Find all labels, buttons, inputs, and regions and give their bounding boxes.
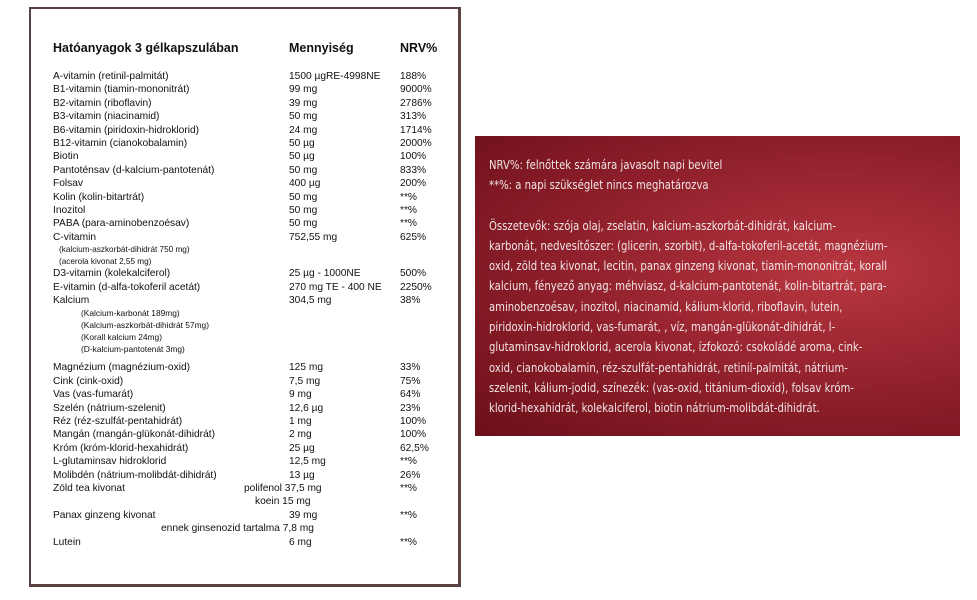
ingredient-nrv: 9000% — [400, 84, 432, 96]
ingredient-name: (Korall kalcium 24mg) — [81, 332, 162, 343]
ingredient-amount: 50 mg — [289, 218, 318, 230]
table-row — [31, 164, 458, 177]
table-row — [31, 244, 458, 256]
ingredient-amount: ennek ginsenozid tartalma 7,8 mg — [161, 523, 314, 535]
ingredient-amount: 50 mg — [289, 111, 318, 123]
ingredient-name: D3-vitamin (kolekalciferol) — [53, 268, 171, 280]
table-row — [31, 256, 458, 268]
ingredient-nrv: 75% — [400, 375, 421, 387]
table-row — [31, 204, 458, 217]
ingredient-name: Kolin (kolin-bitartrát) — [53, 191, 145, 203]
table-row — [31, 83, 458, 96]
ingredient-amount: 25 µg - 1000NE — [289, 268, 361, 280]
ingredient-nrv: 2250% — [400, 281, 432, 293]
ingredient-nrv: 23% — [400, 402, 421, 414]
ingredient-nrv: 625% — [400, 231, 427, 243]
nutrition-rows — [31, 70, 458, 549]
ingredient-name: Folsav — [53, 178, 84, 190]
table-row — [31, 231, 458, 244]
ingredient-amount: 125 mg — [289, 362, 323, 374]
ingredient-amount: 50 mg — [289, 164, 318, 176]
table-row — [31, 509, 458, 522]
nutrition-table-panel — [29, 7, 461, 587]
ingredient-nrv: **% — [400, 191, 417, 203]
table-row — [31, 482, 458, 495]
ingredient-amount: 50 µg — [289, 137, 315, 149]
ingredient-amount: 50 mg — [289, 204, 318, 216]
table-row — [31, 522, 458, 535]
ingredient-name: Króm (króm-klorid-hexahidrát) — [53, 442, 189, 454]
table-row — [31, 137, 458, 150]
ingredients-line: oxid, cianokobalamin, réz-szulfát-pentahidrát, retinil-palmitát, nátrium- — [489, 360, 848, 375]
ingredient-nrv: 2786% — [400, 97, 432, 109]
ingredient-amount: 400 µg — [289, 178, 321, 190]
ingredient-amount: 39 mg — [289, 97, 318, 109]
ingredient-name: Biotin — [53, 151, 79, 163]
ingredients-line: oxid, zöld tea kivonat, lecitin, panax ginzeng kivonat, tiamin-mononitrát, korall — [489, 259, 888, 274]
ingredient-nrv: 2000% — [400, 137, 432, 149]
table-row — [31, 375, 458, 388]
table-row — [31, 331, 458, 343]
ingredient-amount: 12,6 µg — [289, 402, 324, 414]
ingredient-nrv: 62,5% — [400, 442, 429, 454]
ingredients-line: karbonát, nedvesítőszer: (glicerin, szorbit), d-alfa-tokoferil-acetát, magnézium- — [489, 238, 888, 253]
table-row — [31, 388, 458, 401]
ingredient-amount: 6 mg — [289, 536, 312, 548]
ingredient-amount: 1500 µgRE-4998NE — [289, 71, 381, 82]
ingredient-amount: 24 mg — [289, 124, 318, 136]
ingredient-name: Szelén (nátrium-szelenit) — [53, 402, 166, 414]
table-row — [31, 294, 458, 307]
ingredient-nrv: 500% — [400, 268, 427, 280]
ingredient-name: B3-vitamin (niacinamid) — [53, 111, 160, 123]
ingredient-amount: 7,5 mg — [289, 375, 321, 387]
table-row — [31, 536, 458, 549]
ingredient-name: Magnézium (magnézium-oxid) — [53, 362, 191, 374]
ingredient-name: Inozitol — [53, 204, 86, 216]
ingredient-name: Vas (vas-fumarát) — [53, 389, 134, 401]
ingredients-text — [489, 216, 946, 419]
ingredient-nrv: 833% — [400, 164, 427, 176]
ingredient-name: C-vitamin — [53, 231, 97, 243]
ingredient-amount: 39 mg — [289, 509, 318, 521]
ingredient-nrv: 38% — [400, 295, 421, 307]
ingredient-amount: 9 mg — [289, 389, 312, 401]
ingredient-nrv: 100% — [400, 151, 427, 163]
ingredient-nrv: 26% — [400, 469, 421, 481]
table-row — [31, 307, 458, 319]
ingredient-name: B6-vitamin (piridoxin-hidroklorid) — [53, 124, 200, 136]
table-row — [31, 361, 458, 374]
ingredient-name: E-vitamin (d-alfa-tokoferil acetát) — [53, 281, 201, 293]
notes-spacer — [489, 196, 946, 216]
ingredient-nrv: **% — [400, 509, 417, 521]
table-row — [31, 124, 458, 137]
table-row — [31, 469, 458, 482]
ingredient-amount: 270 mg TE - 400 NE — [289, 281, 382, 293]
ingredient-amount: 13 µg — [289, 469, 315, 481]
header-ingredients: Hatóanyagok 3 gélkapszulában — [53, 41, 239, 55]
ingredient-nrv: 200% — [400, 178, 427, 190]
nrv-note: NRV%: felnőttek számára javasolt napi bevitel — [489, 158, 723, 172]
ingredient-name: Pantoténsav (d-kalcium-pantotenát) — [53, 164, 215, 176]
table-row — [31, 70, 458, 83]
ingredient-name: (Kalcium-karbonát 189mg) — [81, 308, 180, 319]
ingredient-amount: 2 mg — [289, 429, 312, 441]
header-nrv: NRV% — [400, 41, 438, 55]
ingredient-name: Réz (réz-szulfát-pentahidrát) — [53, 416, 183, 427]
ingredient-nrv: **% — [400, 218, 417, 230]
ingredient-name: PABA (para-aminobenzoésav) — [53, 218, 190, 230]
ingredients-line: kalcium, fényező anyag: méhviasz, d-kalcium-pantotenát, kolin-bitartrát, para- — [489, 279, 887, 294]
table-row — [31, 455, 458, 468]
notes-panel — [475, 136, 960, 436]
ingredient-amount: polifenol 37,5 mg — [244, 482, 322, 494]
ingredient-name: (Kalcium-aszkorbát-dihidrát 57mg) — [81, 320, 209, 331]
ingredient-amount: 50 µg — [289, 151, 315, 163]
ingredient-name: B1-vitamin (tiamin-mononitrát) — [53, 84, 190, 96]
table-row — [31, 415, 458, 428]
table-row — [31, 191, 458, 204]
ingredient-name: Zöld tea kivonat — [53, 482, 125, 494]
ingredient-name: Panax ginzeng kivonat — [53, 509, 156, 521]
table-row — [31, 343, 458, 355]
ingredients-line: glutaminsav-hidroklorid, acerola kivonat, ízfokozó: csokoládé aroma, cink- — [489, 340, 863, 355]
table-row — [31, 97, 458, 110]
ingredient-amount: koein 15 mg — [255, 496, 311, 508]
table-row — [31, 267, 458, 280]
ingredient-nrv: 313% — [400, 111, 427, 123]
ingredient-name: Mangán (mangán-glükonát-dihidrát) — [53, 429, 215, 441]
ingredient-nrv: 188% — [400, 71, 427, 82]
ingredient-amount: 99 mg — [289, 84, 318, 96]
ingredient-nrv: 100% — [400, 429, 427, 441]
ingredients-line: klorid-hexahidrát, kolekalciferol, biotin nátrium-molibdát-dihidrát. — [489, 401, 820, 416]
ingredient-nrv: **% — [400, 536, 417, 548]
header-amount: Mennyiség — [289, 41, 354, 55]
star-note: **%: a napi szükséglet nincs meghatározva — [489, 178, 709, 193]
table-row — [31, 110, 458, 123]
ingredient-name: (acerola kivonat 2,55 mg) — [59, 256, 152, 266]
ingredients-line: szelenit, kálium-jodid, színezék: (vas-oxid, titánium-dioxid), folsav króm- — [489, 380, 854, 395]
ingredient-nrv: **% — [400, 482, 417, 494]
ingredients-line: piridoxin-hidroklorid, vas-fumarát, , víz, mangán-glükonát-dihidrát, l- — [489, 320, 836, 335]
table-row — [31, 402, 458, 415]
ingredient-nrv: 33% — [400, 362, 421, 374]
table-row — [31, 150, 458, 163]
ingredient-name: B2-vitamin (riboflavin) — [53, 97, 152, 109]
ingredient-name: (kalcium-aszkorbát-dihidrát 750 mg) — [59, 245, 190, 255]
table-row — [31, 428, 458, 441]
ingredient-name: Cink (cink-oxid) — [53, 375, 124, 387]
ingredient-name: Kalcium — [53, 295, 90, 307]
table-row — [31, 442, 458, 455]
ingredient-nrv: **% — [400, 204, 417, 216]
ingredient-amount: 304,5 mg — [289, 295, 332, 307]
ingredients-line: aminobenzoésav, inozitol, niacinamid, kálium-klorid, riboflavin, lutein, — [489, 299, 843, 314]
ingredient-nrv: 64% — [400, 389, 421, 401]
table-row — [31, 495, 458, 508]
ingredient-amount: 1 mg — [289, 416, 312, 427]
table-row — [31, 177, 458, 190]
ingredient-name: (D-kalcium-pantotenát 3mg) — [81, 344, 185, 355]
ingredients-line: Összetevők: szója olaj, zselatin, kalcium-aszkorbát-dihidrát, kalcium- — [489, 218, 836, 233]
ingredient-amount: 50 mg — [289, 191, 318, 203]
ingredient-name: B12-vitamin (cianokobalamin) — [53, 137, 188, 149]
ingredient-name: Molibdén (nátrium-molibdát-dihidrát) — [53, 469, 217, 481]
table-row — [31, 281, 458, 294]
ingredient-amount: 25 µg — [289, 442, 315, 454]
ingredient-name: A-vitamin (retinil-palmitát) — [53, 71, 169, 82]
ingredient-amount: 12,5 mg — [289, 456, 326, 468]
ingredient-name: Lutein — [53, 536, 81, 548]
ingredient-nrv: 1714% — [400, 124, 432, 136]
ingredient-nrv: **% — [400, 456, 417, 468]
table-row — [31, 319, 458, 331]
ingredient-amount: 752,55 mg — [289, 231, 338, 243]
table-row — [31, 217, 458, 230]
ingredient-name: L-glutaminsav hidroklorid — [53, 456, 167, 468]
ingredient-nrv: 100% — [400, 416, 427, 427]
